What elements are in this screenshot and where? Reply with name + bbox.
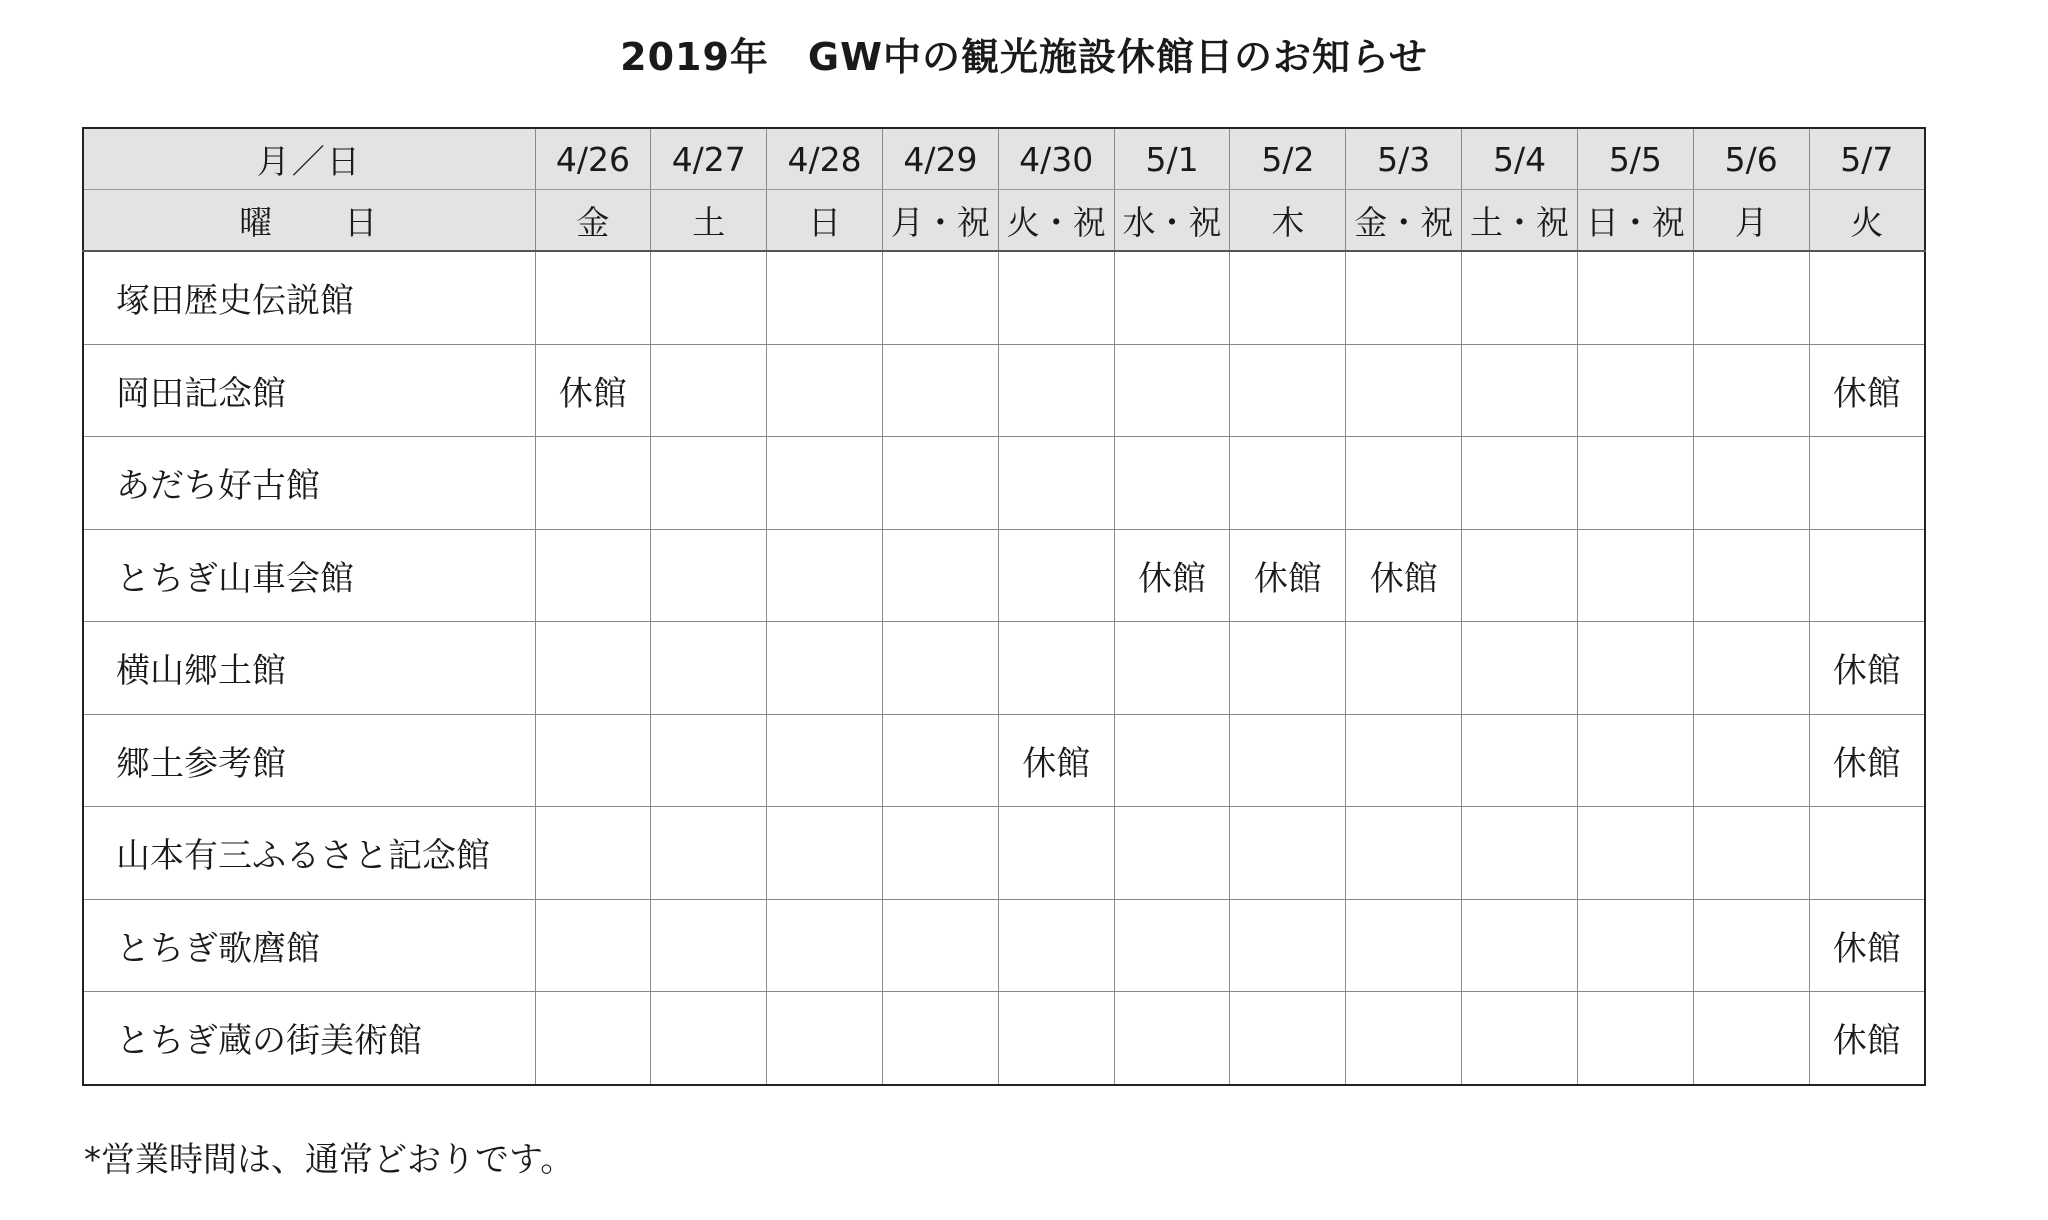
closure-cell: [535, 251, 651, 344]
facility-name: とちぎ歌麿館: [83, 899, 535, 992]
weekday-header-cell: 木: [1230, 190, 1346, 252]
closure-cell: [1114, 807, 1230, 900]
closure-cell: [651, 992, 767, 1085]
closure-cell: 休館: [535, 344, 651, 437]
closure-cell: [1462, 622, 1578, 715]
facility-name: とちぎ蔵の街美術館: [83, 992, 535, 1085]
closure-cell: [767, 344, 883, 437]
facility-name: あだち好古館: [83, 437, 535, 530]
facility-row: [83, 437, 1925, 530]
facility-row: [83, 992, 1925, 1085]
weekday-header-label: 曜 日: [83, 190, 535, 252]
facility-row: [83, 714, 1925, 807]
facility-row: [83, 529, 1925, 622]
weekday-header-cell: 日: [767, 190, 883, 252]
closure-cell: [1693, 529, 1809, 622]
closure-cell: [1346, 622, 1462, 715]
closure-cell: [767, 529, 883, 622]
closure-cell: [1693, 251, 1809, 344]
weekday-header-cell: 火: [1809, 190, 1925, 252]
closure-cell: [882, 622, 998, 715]
closure-cell: [1114, 437, 1230, 530]
facility-name: 郷土参考館: [83, 714, 535, 807]
closure-cell: [1577, 622, 1693, 715]
closure-cell: [998, 992, 1114, 1085]
date-header-cell: 4/26: [535, 128, 651, 190]
date-header-row: [83, 128, 1925, 190]
closure-cell: [1114, 992, 1230, 1085]
facility-row: [83, 251, 1925, 344]
closure-cell: [651, 251, 767, 344]
closure-cell: [1462, 992, 1578, 1085]
weekday-header-cell: 土: [651, 190, 767, 252]
closure-cell: 休館: [1809, 714, 1925, 807]
closure-cell: [1577, 714, 1693, 807]
closure-cell: [1462, 251, 1578, 344]
closure-cell: [998, 344, 1114, 437]
date-header-cell: 5/5: [1577, 128, 1693, 190]
closure-cell: [1230, 437, 1346, 530]
date-header-cell: 5/7: [1809, 128, 1925, 190]
closure-cell: [1230, 622, 1346, 715]
closure-cell: [998, 437, 1114, 530]
closure-cell: [1577, 807, 1693, 900]
closure-cell: [651, 622, 767, 715]
date-header-cell: 5/4: [1462, 128, 1578, 190]
closure-cell: [1693, 714, 1809, 807]
closure-cell: [1346, 992, 1462, 1085]
date-header-cell: 4/30: [998, 128, 1114, 190]
closure-cell: [1693, 622, 1809, 715]
closure-cell: [767, 622, 883, 715]
closure-cell: [1693, 437, 1809, 530]
date-header-cell: 5/2: [1230, 128, 1346, 190]
closure-cell: [882, 899, 998, 992]
closure-cell: [998, 251, 1114, 344]
closure-cell: [1693, 992, 1809, 1085]
closure-cell: [1462, 807, 1578, 900]
closure-cell: [535, 714, 651, 807]
closure-cell: 休館: [1114, 529, 1230, 622]
closure-cell: [1230, 992, 1346, 1085]
closure-cell: [1577, 529, 1693, 622]
closure-cell: [535, 899, 651, 992]
closure-cell: [1114, 899, 1230, 992]
closure-cell: [1693, 807, 1809, 900]
closure-cell: [1230, 251, 1346, 344]
closure-cell: [535, 992, 651, 1085]
closure-cell: 休館: [1346, 529, 1462, 622]
weekday-header-cell: 月・祝: [882, 190, 998, 252]
closure-cell: [1462, 899, 1578, 992]
closure-cell: [1462, 344, 1578, 437]
closure-cell: [998, 529, 1114, 622]
closure-cell: [1230, 899, 1346, 992]
facility-row: [83, 344, 1925, 437]
facility-name: 塚田歴史伝説館: [83, 251, 535, 344]
date-header-cell: 5/6: [1693, 128, 1809, 190]
facility-name: 岡田記念館: [83, 344, 535, 437]
closure-cell: [1462, 437, 1578, 530]
closure-cell: 休館: [1230, 529, 1346, 622]
closure-cell: [535, 529, 651, 622]
closure-cell: [1346, 807, 1462, 900]
weekday-header-cell: 金: [535, 190, 651, 252]
closure-cell: [1577, 251, 1693, 344]
closure-cell: [1114, 344, 1230, 437]
weekday-header-cell: 火・祝: [998, 190, 1114, 252]
page-title: 2019年 GW中の観光施設休館日のお知らせ: [620, 35, 1428, 79]
closure-cell: [535, 622, 651, 715]
closure-cell: [651, 714, 767, 807]
closure-cell: [767, 992, 883, 1085]
closure-cell: [1346, 251, 1462, 344]
weekday-header-cell: 日・祝: [1577, 190, 1693, 252]
closure-cell: [882, 529, 998, 622]
facility-name: 横山郷土館: [83, 622, 535, 715]
closure-schedule-table: [82, 127, 1926, 1086]
closure-cell: [882, 437, 998, 530]
closure-cell: [882, 714, 998, 807]
closure-cell: [651, 344, 767, 437]
closure-cell: [882, 251, 998, 344]
closure-cell: [1809, 437, 1925, 530]
closure-cell: [882, 992, 998, 1085]
closure-cell: [767, 714, 883, 807]
closure-cell: [1809, 529, 1925, 622]
date-header-cell: 4/29: [882, 128, 998, 190]
closure-cell: [1346, 714, 1462, 807]
date-header-cell: 4/27: [651, 128, 767, 190]
closure-cell: 休館: [1809, 992, 1925, 1085]
closure-cell: [1577, 992, 1693, 1085]
closure-cell: [1693, 899, 1809, 992]
closure-cell: [882, 344, 998, 437]
closure-cell: [1114, 622, 1230, 715]
closure-cell: [1346, 344, 1462, 437]
closure-cell: 休館: [1809, 622, 1925, 715]
closure-cell: 休館: [998, 714, 1114, 807]
closure-cell: [998, 622, 1114, 715]
closure-cell: [651, 807, 767, 900]
closure-cell: 休館: [1809, 899, 1925, 992]
date-header-label: 月／日: [83, 128, 535, 190]
date-header-cell: 4/28: [767, 128, 883, 190]
weekday-header-cell: 水・祝: [1114, 190, 1230, 252]
closure-cell: [535, 807, 651, 900]
closure-cell: [1230, 714, 1346, 807]
closure-cell: [1230, 344, 1346, 437]
facility-row: [83, 899, 1925, 992]
weekday-header-row: [83, 190, 1925, 252]
closure-cell: [998, 899, 1114, 992]
closure-cell: [1114, 251, 1230, 344]
date-header-cell: 5/3: [1346, 128, 1462, 190]
closure-cell: [767, 899, 883, 992]
closure-cell: [767, 807, 883, 900]
closure-cell: [1577, 344, 1693, 437]
closure-cell: [651, 437, 767, 530]
facility-name: とちぎ山車会館: [83, 529, 535, 622]
closure-cell: [651, 529, 767, 622]
closure-cell: [535, 437, 651, 530]
closure-cell: [1346, 899, 1462, 992]
weekday-header-cell: 土・祝: [1462, 190, 1578, 252]
closure-cell: [1114, 714, 1230, 807]
closure-cell: [1577, 437, 1693, 530]
closure-cell: [1577, 899, 1693, 992]
closure-cell: [1462, 529, 1578, 622]
closure-cell: [1693, 344, 1809, 437]
closure-cell: [1809, 807, 1925, 900]
facility-row: [83, 807, 1925, 900]
date-header-cell: 5/1: [1114, 128, 1230, 190]
closure-cell: [767, 251, 883, 344]
closure-cell: [767, 437, 883, 530]
facility-name: 山本有三ふるさと記念館: [83, 807, 535, 900]
footnote: *営業時間は、通常どおりです。: [84, 1140, 575, 1180]
closure-cell: [1809, 251, 1925, 344]
closure-cell: 休館: [1809, 344, 1925, 437]
closure-cell: [998, 807, 1114, 900]
closure-cell: [1230, 807, 1346, 900]
closure-cell: [1462, 714, 1578, 807]
facility-row: [83, 622, 1925, 715]
closure-cell: [882, 807, 998, 900]
closure-cell: [651, 899, 767, 992]
weekday-header-cell: 月: [1693, 190, 1809, 252]
weekday-header-cell: 金・祝: [1346, 190, 1462, 252]
closure-cell: [1346, 437, 1462, 530]
